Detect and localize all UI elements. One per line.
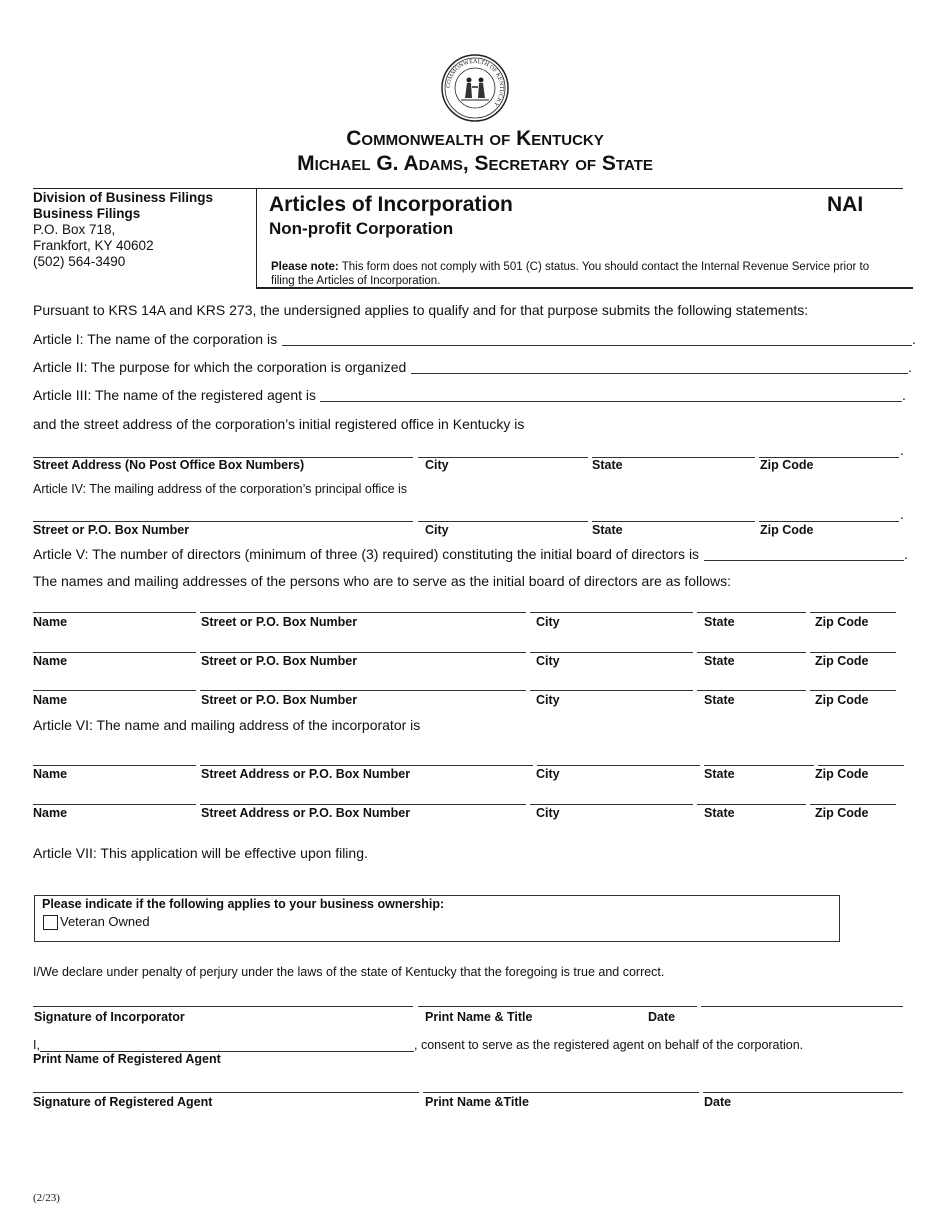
director3-state-field[interactable] [697, 690, 806, 691]
header-line-commonwealth: Commonwealth of Kentucky [346, 127, 604, 150]
incorporator1-name-field[interactable] [33, 765, 196, 766]
director1-name-field[interactable] [33, 612, 196, 613]
incorporator-signature-field[interactable] [33, 1006, 413, 1007]
incorporator2-street-field[interactable] [200, 804, 526, 805]
label-street: Street or P.O. Box Number [201, 615, 358, 629]
header-line-secretary: Michael G. Adams, Secretary of State [297, 152, 653, 175]
form-title: Articles of Incorporation [269, 193, 513, 216]
label-city: City [536, 693, 560, 707]
label-name: Name [33, 615, 68, 629]
principal-state-field[interactable] [592, 521, 755, 522]
label-city: City [536, 615, 560, 629]
director3-city-field[interactable] [530, 690, 693, 691]
label-street: Street Address (No Post Office Box Numbers) [33, 458, 305, 472]
director1-zip-field[interactable] [810, 612, 896, 613]
director1-street-field[interactable] [200, 612, 526, 613]
label-street: Street or P.O. Box Number [201, 654, 358, 668]
period: . [900, 442, 904, 458]
article2-label: Article II: The purpose for which the corporation is organized [33, 359, 407, 375]
principal-city-field[interactable] [418, 521, 588, 522]
director2-state-field[interactable] [697, 652, 806, 653]
principal-zip-field[interactable] [759, 521, 899, 522]
revision-date: (2/23) [33, 1192, 60, 1204]
label-zip: Zip Code [815, 767, 869, 781]
label-state: State [592, 523, 623, 537]
city-line: Frankfort, KY 40602 [33, 238, 154, 253]
agent-prefix: I, [33, 1038, 40, 1052]
directors-intro: The names and mailing addresses of the persons who are to serve as the initial board of directors are as follows: [33, 573, 732, 589]
principal-street-field[interactable] [33, 521, 413, 522]
incorporator2-zip-field[interactable] [810, 804, 896, 805]
article6-label: Article VI: The name and mailing address of the incorporator is [33, 717, 421, 733]
purpose-field[interactable] [411, 373, 908, 374]
article4-label: Article IV: The mailing address of the corporation’s principal office is [33, 482, 408, 496]
director1-state-field[interactable] [697, 612, 806, 613]
form-note: Please note: This form does not comply with 501 (C) status. You should contact the Internal Revenue Service prior to filing the Articles of Incorporation. [271, 261, 870, 287]
label-name: Name [33, 654, 68, 668]
article7-label: Article VII: This application will be effective upon filing. [33, 845, 368, 861]
label-state: State [704, 806, 735, 820]
label-city: City [425, 458, 449, 472]
agent-print-name-title-field[interactable] [423, 1092, 699, 1093]
incorporator1-state-field[interactable] [704, 765, 814, 766]
agent-signature-field[interactable] [33, 1092, 419, 1093]
registered-office-intro: and the street address of the corporation’s initial registered office in Kentucky is [33, 416, 525, 432]
incorporator-date-field[interactable] [701, 1006, 903, 1007]
period: . [902, 387, 906, 403]
directors-count-field[interactable] [704, 560, 904, 561]
label-zip: Zip Code [815, 693, 869, 707]
declaration-text: I/We declare under penalty of perjury under the laws of the state of Kentucky that the foregoing is true and correct. [33, 965, 665, 979]
label-print-name-title: Print Name &Title [425, 1095, 529, 1109]
unit-name: Business Filings [33, 206, 141, 221]
label-zip: Zip Code [815, 615, 869, 629]
incorporator2-name-field[interactable] [33, 804, 196, 805]
label-street: Street Address or P.O. Box Number [201, 806, 411, 820]
form-code: NAI [827, 193, 864, 216]
header-divider [256, 188, 257, 288]
header-top-rule [33, 188, 903, 189]
incorporator1-street-field[interactable] [200, 765, 533, 766]
label-state: State [704, 615, 735, 629]
label-city: City [536, 767, 560, 781]
director3-street-field[interactable] [200, 690, 526, 691]
svg-text:COMMONWEALTH OF KENTUCKY: COMMONWEALTH OF KENTUCKY [445, 58, 505, 108]
label-state: State [592, 458, 623, 472]
label-signature-agent: Signature of Registered Agent [33, 1095, 213, 1109]
period: . [900, 506, 904, 522]
label-print-name-title: Print Name & Title [425, 1010, 533, 1024]
label-name: Name [33, 806, 68, 820]
veteran-owned-checkbox[interactable] [43, 915, 58, 930]
director2-zip-field[interactable] [810, 652, 896, 653]
director2-street-field[interactable] [200, 652, 526, 653]
label-zip: Zip Code [760, 523, 814, 537]
label-zip: Zip Code [815, 654, 869, 668]
incorporator1-city-field[interactable] [537, 765, 700, 766]
period: . [912, 331, 916, 347]
period: . [904, 546, 908, 562]
label-street: Street or P.O. Box Number [33, 523, 190, 537]
office-address [33, 190, 213, 270]
label-signature-incorporator: Signature of Incorporator [34, 1010, 185, 1024]
po-box: P.O. Box 718, [33, 222, 116, 237]
label-date: Date [648, 1010, 676, 1024]
intro-text: Pursuant to KRS 14A and KRS 273, the undersigned applies to qualify and for that purpose submits the following statements: [33, 302, 809, 318]
article1-label: Article I: The name of the corporation is [33, 331, 278, 347]
director2-city-field[interactable] [530, 652, 693, 653]
incorporator-print-name-field[interactable] [418, 1006, 697, 1007]
article5-label: Article V: The number of directors (minimum of three (3) required) constituting the initial board of directors is [33, 546, 700, 562]
period: . [908, 359, 912, 375]
corporation-name-field[interactable] [282, 345, 912, 346]
label-name: Name [33, 693, 68, 707]
incorporator2-state-field[interactable] [697, 804, 806, 805]
registered-agent-field[interactable] [320, 401, 902, 402]
director1-city-field[interactable] [530, 612, 693, 613]
label-city: City [536, 654, 560, 668]
form-subtitle: Non-profit Corporation [269, 219, 454, 238]
agent-consent-text: , consent to serve as the registered agent on behalf of the corporation. [414, 1038, 804, 1052]
ownership-title: Please indicate if the following applies to your business ownership: [42, 897, 445, 911]
incorporator1-zip-field[interactable] [818, 765, 904, 766]
label-zip: Zip Code [760, 458, 814, 472]
incorporator2-city-field[interactable] [530, 804, 693, 805]
label-zip: Zip Code [815, 806, 869, 820]
director3-zip-field[interactable] [810, 690, 896, 691]
label-name: Name [33, 767, 68, 781]
kentucky-seal [441, 54, 509, 122]
label-date: Date [704, 1095, 732, 1109]
label-state: State [704, 767, 735, 781]
division-name: Division of Business Filings [33, 190, 214, 205]
label-street: Street Address or P.O. Box Number [201, 767, 411, 781]
label-state: State [704, 693, 735, 707]
director2-name-field[interactable] [33, 652, 196, 653]
article3-label: Article III: The name of the registered agent is [33, 387, 317, 403]
veteran-owned-label: Veteran Owned [60, 914, 150, 929]
label-city: City [536, 806, 560, 820]
phone: (502) 564-3490 [33, 254, 126, 269]
director3-name-field[interactable] [33, 690, 196, 691]
label-state: State [704, 654, 735, 668]
label-print-name-agent: Print Name of Registered Agent [33, 1052, 221, 1066]
label-street: Street or P.O. Box Number [201, 693, 358, 707]
agent-date-field[interactable] [703, 1092, 903, 1093]
label-city: City [425, 523, 449, 537]
